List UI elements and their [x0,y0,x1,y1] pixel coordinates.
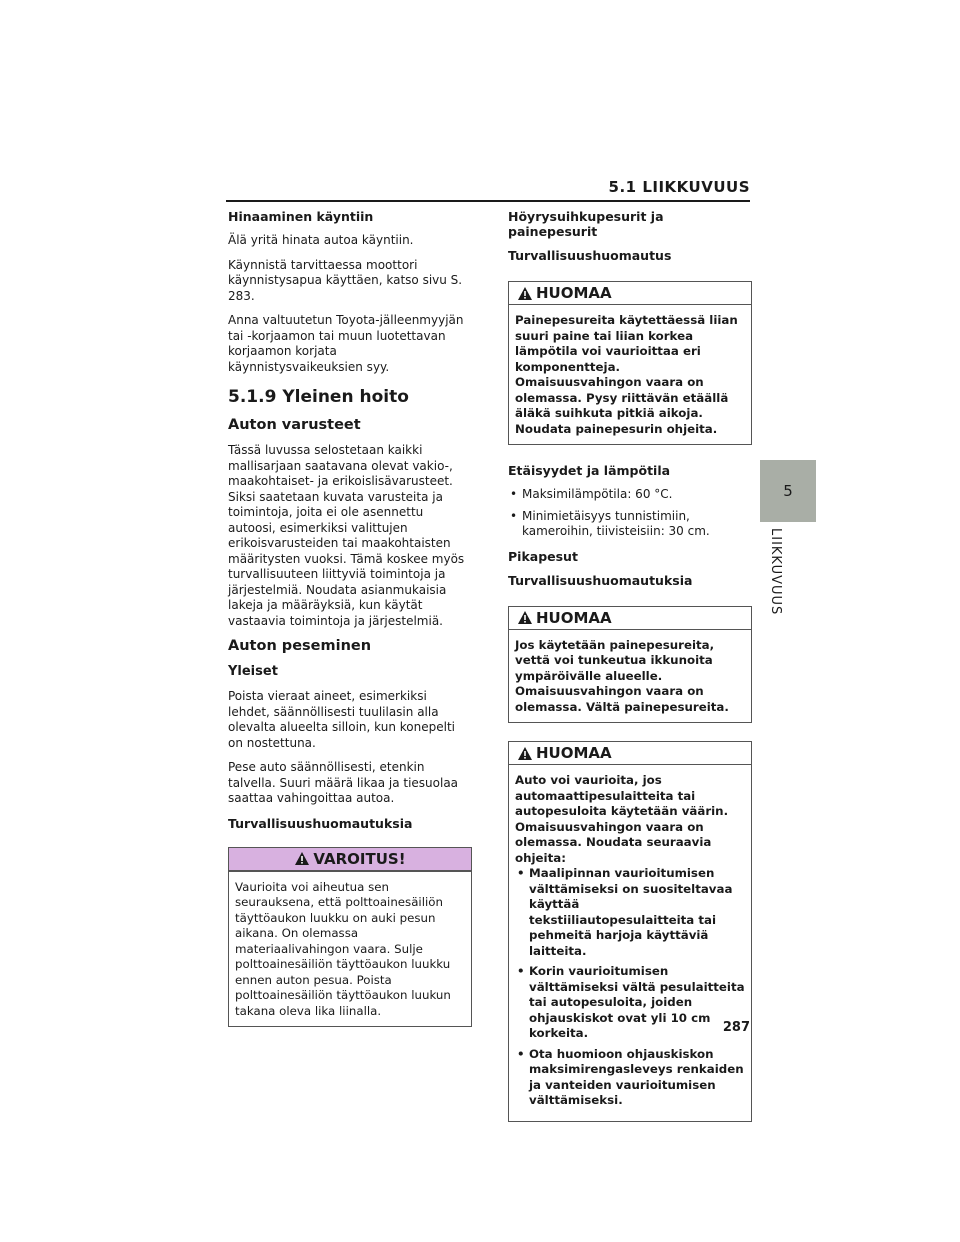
washing-heading: Auton peseminen [228,638,372,654]
list-item: • Maksimilämpötila: 60 °C. [508,487,752,503]
caution-header-2 [509,607,751,630]
caution-box-2 [508,606,752,724]
warning-box [228,847,472,1028]
warning-triangle-icon [517,610,533,625]
equipment-paragraph: Tässä luvussa selostetaan kaikki mallisarjaan saatavana olevat vakio-, maakohtaiset- ja erikoislisävarusteet. Siksi saatetaan kuvata varusteita ja toimintoja, joita ei ole asennettu autoosi, esimerkiksi valittujen erikoisvarusteiden tai maakohtaisten määritysten vuoksi. Tämä koskee myös turvallisuuteen liittyviä toimintoja ja järjestelmiä. Noudata asianmukaisia lakeja ja määräyksiä, kun käytät vastaavia toimintoja ja järjestelmiä. [228,443,465,628]
caution-body-3 [509,765,751,1121]
caution-box-1 [508,281,752,445]
warning-triangle-icon [517,286,533,301]
section-title: 5.1.9 Yleinen hoito [228,387,409,407]
steam-safety-heading: Turvallisuushuomautus [508,248,672,263]
distances-list [508,487,752,540]
distances-heading: Etäisyydet ja lämpötila [508,463,671,478]
caution-text-3: Auto voi vaurioita, jos automaattipesulaitteita tai autopesuloita käytetään väärin. Omaisuusvahingon vaara on olemassa. Noudata seuraavia ohjeita: [515,773,729,865]
page-header-title: 5.1 LIIKKUVUUS [608,178,750,196]
towing-paragraph-3: Anna valtuutetun Toyota-jälleenmyyjän tai -korjaamon tai muun luotettavan korjaamon korjata käynnistysvaikeuksien syy. [228,313,464,374]
quick-heading: Pikapesut [508,548,578,564]
caution-header-3 [509,742,751,765]
warning-text: Vaurioita voi aiheutua sen seurauksena, että polttoainesäiliön täyttöaukon luukku on auki pesun aikana. On olemassa materiaalivahingon vaara. Sulje polttoainesäiliön täyttöaukon luukku ennen auton pesua. Poista polttoainesäiliön täyttöaukon luukun takana oleva lika liinalla. [235,879,451,1018]
caution-text-2: Jos käytetään painepesureita, vettä voi tunkeutua ikkunoita ympäröivälle alueelle. Omaisuusvahingon vaara on olemassa. Vältä painepesureita. [515,637,729,714]
quick-safety-heading: Turvallisuushuomautuksia [508,572,693,588]
chapter-tab [760,460,816,522]
left-column [228,208,472,1045]
equipment-heading: Auton varusteet [228,417,361,433]
right-column [508,208,752,1140]
caution-label-3: HUOMAA [536,744,612,762]
caution-header-1 [509,282,751,305]
header-rule [226,200,750,202]
warning-triangle-icon [294,851,310,866]
warning-triangle-icon [517,746,533,761]
caution-box-3 [508,741,752,1122]
general-heading: Yleiset [228,664,278,679]
general-paragraph-2: Pese auto säännöllisesti, etenkin talvella. Suuri määrä likaa ja tiesuolaa saattaa vahingoittaa autoa. [228,760,459,805]
warning-label: VAROITUS! [313,849,406,868]
steam-heading: Höyrysuihkupesurit ja painepesurit [508,209,664,239]
safety-heading: Turvallisuushuomautuksia [228,815,413,831]
warning-header [229,848,471,872]
page-number: 287 [722,1020,750,1035]
chapter-side-label: LIIKKUVUUS [768,528,783,616]
list-item: • Maalipinnan vaurioitumisen välttämiseksi on suositeltavaa käyttää tekstiiliautopesulaitteita tai pehmeitä harjoja käyttäviä laitteita. [515,866,745,959]
caution-list-3 [515,866,745,1109]
towing-paragraph-1: Älä yritä hinata autoa käyntiin. [228,233,414,247]
caution-text-1: Painepesureita käytettäessä liian suuri paine tai liian korkea lämpötila voi vaurioittaa eri komponentteja. Omaisuusvahingon vaara on olemassa. Pysy riittävän etäällä äläkä suihkuta pitkiä aikoja. Noudata painepesurin ohjeita. [515,313,738,436]
general-paragraph-1: Poista vieraat aineet, esimerkiksi lehdet, säännöllisesti tuulilasin alla olevalta alueelta silloin, kun konepelti on nostettuna. [228,689,455,750]
towing-heading: Hinaaminen käyntiin [228,209,374,224]
chapter-number: 5 [783,482,793,500]
caution-label-1: HUOMAA [536,284,612,302]
towing-paragraph-2: Käynnistä tarvittaessa moottori käynnistysapua käyttäen, katso sivu S. 283. [228,257,463,303]
list-item: • Ota huomioon ohjauskiskon maksimirengasleveys renkaiden ja vanteiden vaurioitumisen välttämiseksi. [515,1047,745,1109]
list-item: • Korin vaurioitumisen välttämiseksi vältä pesulaitteita tai autopesuloita, joiden ohjauskiskot ovat yli 10 cm korkeita. [515,964,745,1042]
list-item: • Minimietäisyys tunnistimiin, kameroihin, tiivisteisiin: 30 cm. [508,509,752,540]
caution-label-2: HUOMAA [536,608,612,627]
